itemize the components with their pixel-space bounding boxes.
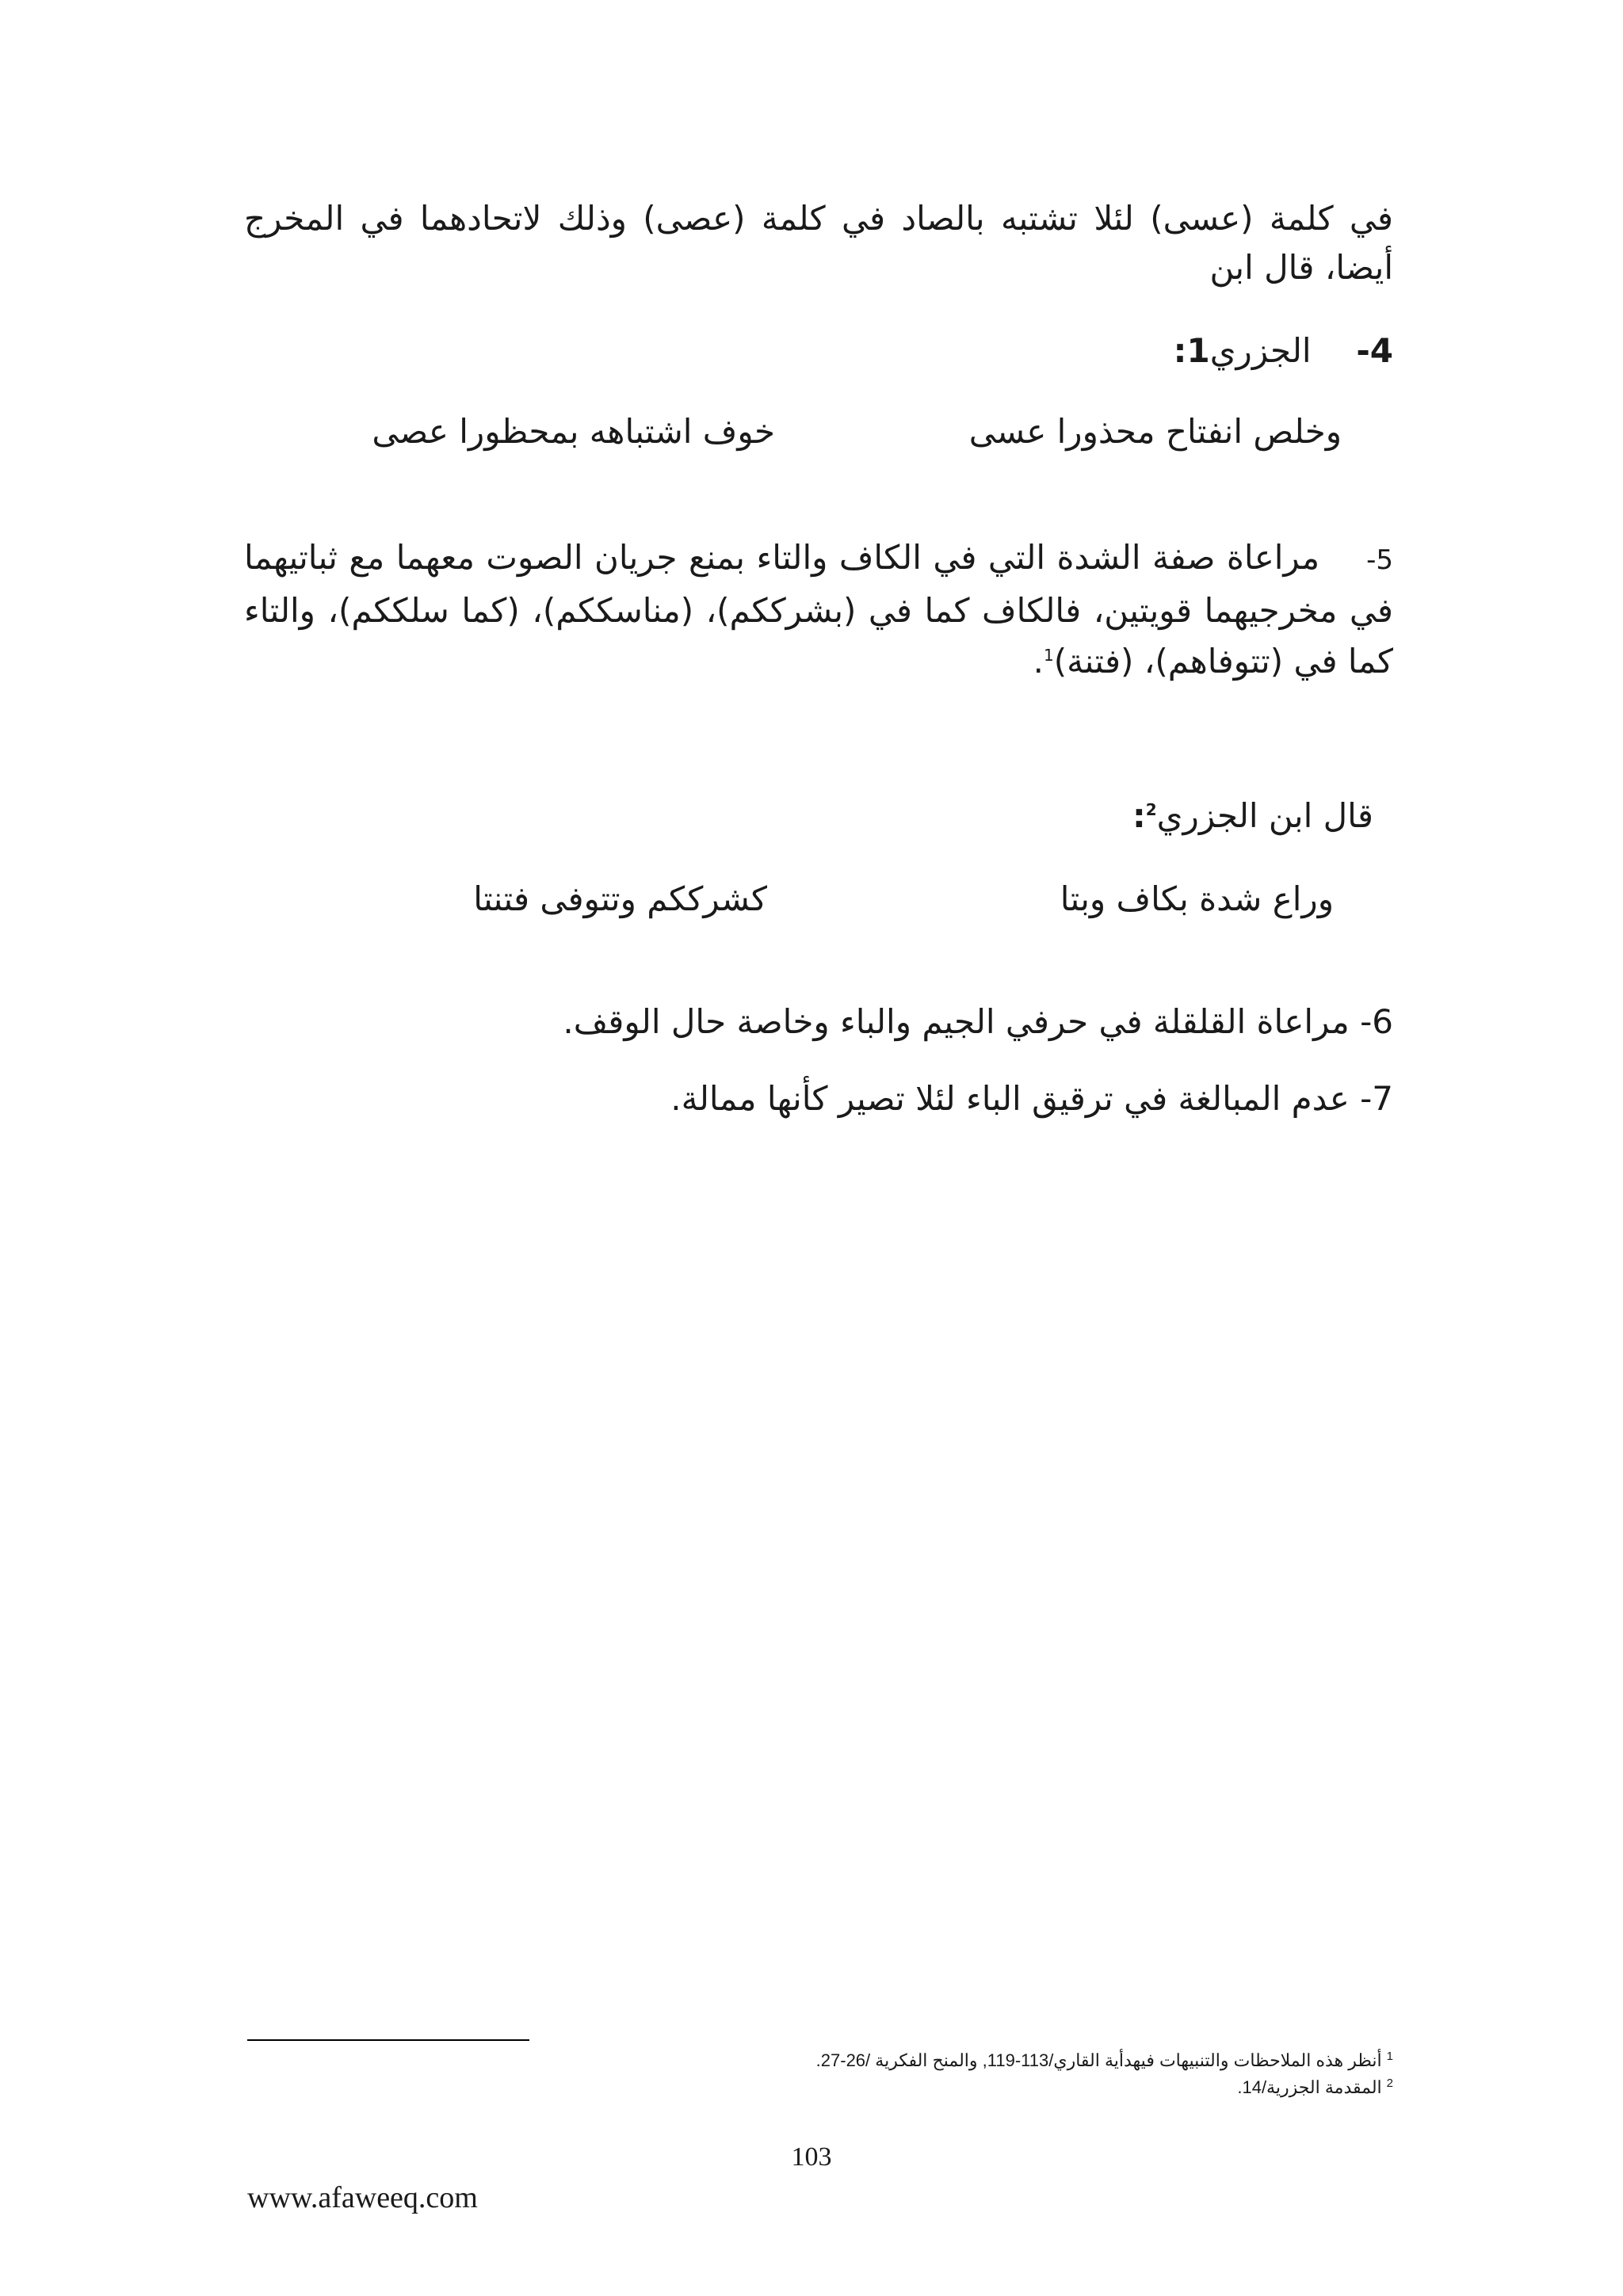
heading-point-4-fn-ref: 1 xyxy=(1186,331,1210,370)
footnote-1-number: 1 xyxy=(1386,2049,1393,2063)
paragraph-point-7 xyxy=(670,1079,1393,1118)
paragraph-top xyxy=(244,194,1393,292)
point-5-end: . xyxy=(1033,642,1044,681)
footnote-separator xyxy=(247,2039,529,2041)
point-7-text: 7- عدم المبالغة في ترقيق الباء لئلا تصير كأنها ممالة. xyxy=(670,1079,1393,1118)
point-5-fn-ref: 1 xyxy=(1043,646,1054,665)
verse-1-second-half-text: خوف اشتباهه بمحظورا عصى xyxy=(372,412,775,451)
point-5-number: 5- xyxy=(1366,544,1393,576)
verse-1-second-half xyxy=(372,412,775,451)
point-5-text: مراعاة صفة الشدة التي في الكاف والتاء بمنع جريان الصوت معهما مع ثباتيهما في مخرجيهما قويتين، فالكاف كما في (بشرككم)، (مناسككم)، (كما سلككم)، والتاء كما في (تتوفاهم)، (فتنة) xyxy=(244,538,1393,681)
heading-ibn-jazari-text: قال ابن الجزري xyxy=(1156,796,1373,835)
verse-1-first-half-text: وخلص انفتاح محذورا عسى xyxy=(968,412,1342,451)
heading-point-4 xyxy=(1174,331,1393,370)
paragraph-point-6 xyxy=(563,1002,1393,1041)
heading-ibn-jazari-colon: : xyxy=(1132,796,1146,835)
footnote-2 xyxy=(1237,2077,1393,2098)
page-number: 103 xyxy=(791,2142,832,2172)
heading-point-4-number: 4- xyxy=(1356,331,1393,370)
paragraph-point-5 xyxy=(244,532,1393,687)
heading-point-4-text: الجزري xyxy=(1209,331,1312,370)
verse-2-first-half-text: وراع شدة بكاف وبتا xyxy=(1060,879,1334,918)
footnote-1 xyxy=(816,2050,1393,2071)
verse-2-first-half xyxy=(1060,879,1334,918)
heading-point-4-colon: : xyxy=(1173,331,1187,370)
footnote-1-text: أنظر هذه الملاحظات والتنبيهات فيهدأية القاري/113-119, والمنح الفكرية /26-27. xyxy=(815,2050,1382,2070)
heading-ibn-jazari-fn-ref: 2 xyxy=(1145,800,1157,819)
point-6-text: 6- مراعاة القلقلة في حرفي الجيم والباء وخاصة حال الوقف. xyxy=(563,1002,1393,1041)
verse-1-first-half xyxy=(969,412,1342,451)
website-url: www.afaweeq.com xyxy=(247,2181,478,2214)
footnote-2-text: المقدمة الجزرية/14. xyxy=(1237,2077,1382,2097)
verse-2-second-half-text: كشرككم وتتوفى فتنتا xyxy=(473,879,767,918)
heading-ibn-jazari xyxy=(1132,796,1373,835)
verse-2-second-half xyxy=(473,879,767,918)
footnote-2-number: 2 xyxy=(1386,2076,1393,2090)
paragraph-top-text: في كلمة (عسى) لئلا تشتبه بالصاد في كلمة (عصى) وذلك لاتحادهما في المخرج أيضا، قال ابن xyxy=(244,199,1393,287)
